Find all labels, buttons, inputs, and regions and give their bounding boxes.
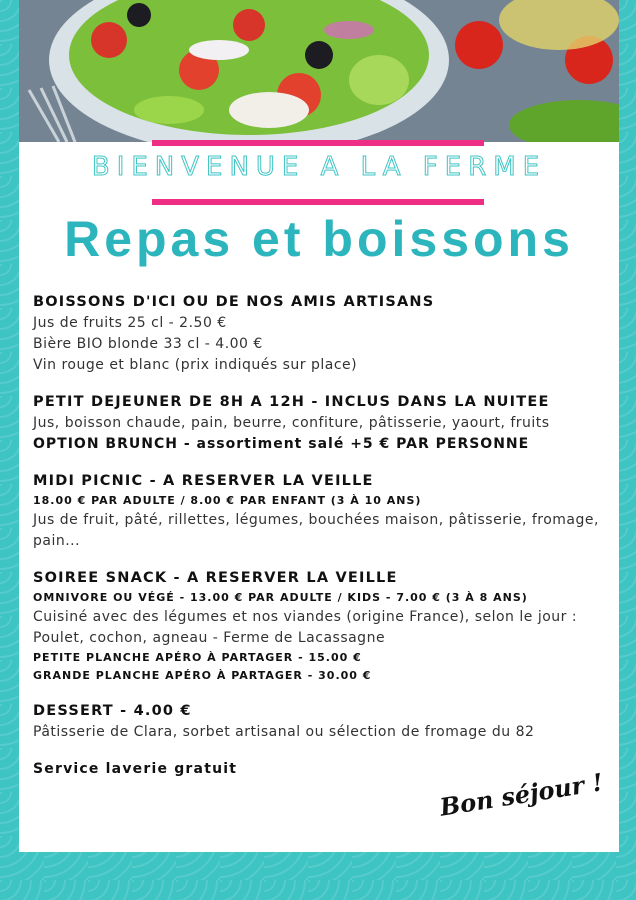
planche-line: GRANDE PLANCHE APÉRO À PARTAGER - 30.00 € [33, 669, 372, 682]
menu-line: Pâtisserie de Clara, sorbet artisanal ou sélection de fromage du 82 [33, 724, 535, 740]
section-petit-dejeuner [33, 392, 613, 455]
section-snack [33, 568, 613, 685]
section-picnic [33, 471, 613, 552]
price-line: 18.00 € PAR ADULTE / 8.00 € PAR ENFANT (3 À 10 ANS) [33, 494, 422, 507]
bon-sejour-signature: Bon séjour ! [437, 767, 605, 822]
pink-bar-bottom [152, 199, 484, 205]
section-title: SOIREE SNACK - A RESERVER LA VEILLE [33, 570, 398, 586]
section-title: MIDI PICNIC - A RESERVER LA VEILLE [33, 473, 374, 489]
section-title: BOISSONS D'ICI OU DE NOS AMIS ARTISANS [33, 294, 435, 310]
menu-line: Jus de fruit, pâté, rillettes, légumes, bouchées maison, pâtisserie, fromage, pain... [33, 512, 599, 549]
section-title: PETIT DEJEUNER DE 8H A 12H - INCLUS DANS LA NUITEE [33, 394, 550, 410]
salad-photo [19, 0, 619, 142]
section-dessert [33, 701, 613, 743]
menu-line: Vin rouge et blanc (prix indiqués sur place) [33, 357, 358, 373]
brunch-option: OPTION BRUNCH - assortiment salé +5 € PAR PERSONNE [33, 436, 530, 452]
welcome-heading: BIENVENUE A LA FERME [91, 152, 547, 182]
menu-line: Jus de fruits 25 cl - 2.50 € [33, 315, 227, 331]
section-boissons [33, 292, 613, 376]
menu-line: Bière BIO blonde 33 cl - 4.00 € [33, 336, 263, 352]
menu-line: Cuisiné avec des légumes et nos viandes (origine France), selon le jour : [33, 609, 578, 625]
pink-bar-top [152, 140, 484, 146]
menu-line: Jus, boisson chaude, pain, beurre, confiture, pâtisserie, yaourt, fruits [33, 415, 550, 431]
price-line: OMNIVORE OU VÉGÉ - 13.00 € PAR ADULTE / KIDS - 7.00 € (3 À 8 ANS) [33, 591, 528, 604]
laundry-note: Service laverie gratuit [33, 761, 238, 777]
page-title: Repas et boissons [64, 211, 574, 267]
menu-card [19, 0, 619, 852]
section-title: DESSERT - 4.00 € [33, 703, 192, 719]
planche-line: PETITE PLANCHE APÉRO À PARTAGER - 15.00 € [33, 651, 362, 664]
menu-content [33, 292, 613, 780]
menu-line: Poulet, cochon, agneau - Ferme de Lacassagne [33, 630, 386, 646]
